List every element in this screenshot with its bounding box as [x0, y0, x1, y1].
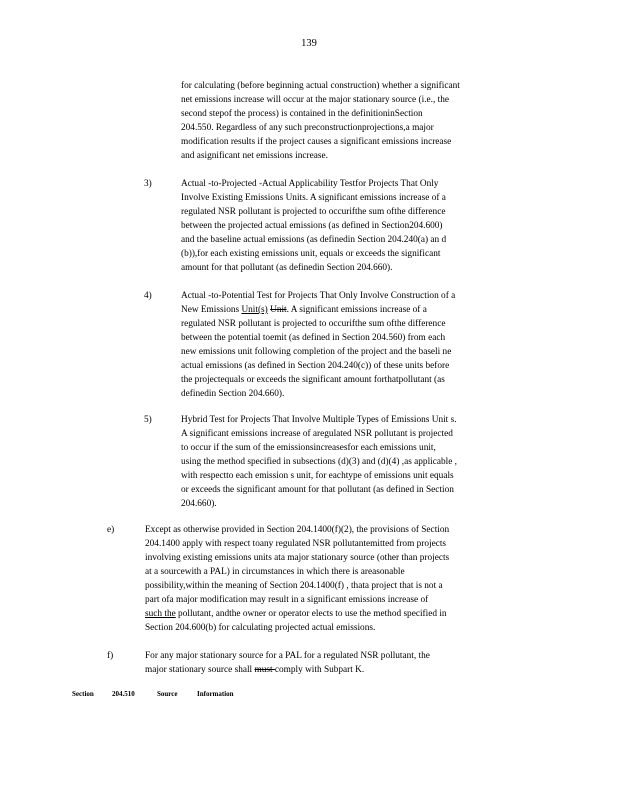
text-line-amended — [145, 608, 447, 622]
text-line: second stepof the process) is contained in the definitioninSection — [181, 109, 423, 119]
text-line: 204.550. Regardless of any such preconstructionprojections,a major — [181, 123, 434, 133]
text-line-amended — [181, 304, 427, 318]
text-line: the projectequals or exceeds the significant amount forthatpollutant (as — [181, 375, 445, 385]
text-line: regulated NSR pollutant is projected to occurifthe sum ofthe difference — [181, 207, 446, 217]
subsection-label: f) — [107, 651, 114, 661]
deleted-text: must — [254, 665, 275, 675]
text-line: to occur if the sum of the emissionsincreasesfor each emissions unit, — [181, 443, 436, 453]
inserted-text: such the — [145, 609, 176, 619]
text-line: new emissions unit following completion of the project and the baseli ne — [181, 347, 452, 357]
text-line: Except as otherwise provided in Section 204.1400(f)(2), the provisions of Section — [145, 525, 450, 535]
text-line: part ofa major modification may result in a significant emissions increase of — [145, 595, 429, 605]
text-line: and asignificant net emissions increase. — [181, 151, 328, 161]
subsection-label: 3) — [144, 179, 152, 189]
inserted-text: Unit(s) — [241, 305, 268, 315]
text-line-amended — [145, 664, 364, 678]
text-line: between the potential toemit (as defined in Section 204.560) from each — [181, 333, 446, 343]
text-span: pollutant, andthe owner or operator elects to use the method specified in — [175, 609, 447, 619]
text-line: at a sourcewith a PAL) in circumstances in which there is areasonable — [145, 567, 405, 577]
text-line: net emissions increase will occur at the major stationary source (i.e., the — [181, 95, 449, 105]
subsection-label: e) — [107, 525, 115, 535]
text-line: (b)),for each existing emissions unit, equals or exceeds the significant — [181, 249, 441, 259]
text-line: amount for that pollutant (as definedin Section 204.660). — [181, 263, 393, 273]
footer-source-word: Source — [157, 690, 178, 698]
text-line: involving existing emissions units ata major stationary source (other than projects — [145, 553, 450, 563]
text-line: regulated NSR pollutant is projected to occurifthe sum ofthe difference — [181, 319, 446, 329]
text-line: Actual -to-Projected -Actual Applicability Testfor Projects That Only — [181, 179, 439, 189]
text-line: actual emissions (as defined in Section 204.240(c)) of these units before — [181, 361, 450, 371]
text-line: definedin Section 204.660). — [181, 389, 285, 399]
footer-section-number: 204.510 — [112, 690, 135, 698]
text-line: with respectto each emission s unit, for eachtype of emissions unit equals — [181, 471, 454, 481]
text-span: comply with Subpart K. — [274, 665, 365, 675]
subsection-label: 4) — [144, 291, 152, 301]
text-line: and the baseline actual emissions (as definedin Section 204.240(a) an d — [181, 235, 447, 245]
text-line: Actual -to-Potential Test for Projects That Only Involve Construction of a — [181, 291, 456, 301]
text-span: major stationary source shall — [145, 665, 255, 675]
footer-information-word: Information — [197, 690, 234, 698]
deleted-text: Unit — [270, 305, 287, 315]
text-line: Section 204.600(b) for calculating projected actual emissions. — [145, 623, 376, 633]
footer-section-word: Section — [72, 690, 94, 698]
text-line: Hybrid Test for Projects That Involve Multiple Types of Emissions Unit s. — [181, 415, 457, 425]
page-number: 139 — [301, 38, 317, 49]
text-span: New Emissions — [181, 305, 242, 315]
subsection-label: 5) — [144, 415, 152, 425]
text-line: For any major stationary source for a PAL for a regulated NSR pollutant, the — [145, 651, 430, 661]
text-line: for calculating (before beginning actual construction) whether a significant — [181, 81, 460, 91]
text-line: Involve Existing Emissions Units. A significant emissions increase of a — [181, 193, 446, 203]
text-line: modification results if the project causes a significant emissions increase — [181, 137, 452, 147]
text-line: or exceeds the significant amount for that pollutant (as defined in Section — [181, 485, 454, 495]
text-line: 204.660). — [181, 499, 217, 509]
text-line: possibility,within the meaning of Section 204.1400(f) , thata project that is not a — [145, 581, 443, 591]
text-line: A significant emissions increase of aregulated NSR pollutant is projected — [181, 429, 453, 439]
text-line: between the projected actual emissions (as defined in Section204.600) — [181, 221, 443, 231]
text-span: . A significant emissions increase of a — [286, 305, 427, 315]
text-line: using the method specified in subsections (d)(3) and (d)(4) ,as applicable , — [181, 457, 457, 467]
text-line: 204.1400 apply with respect toany regulated NSR pollutantemitted from projects — [145, 539, 447, 549]
